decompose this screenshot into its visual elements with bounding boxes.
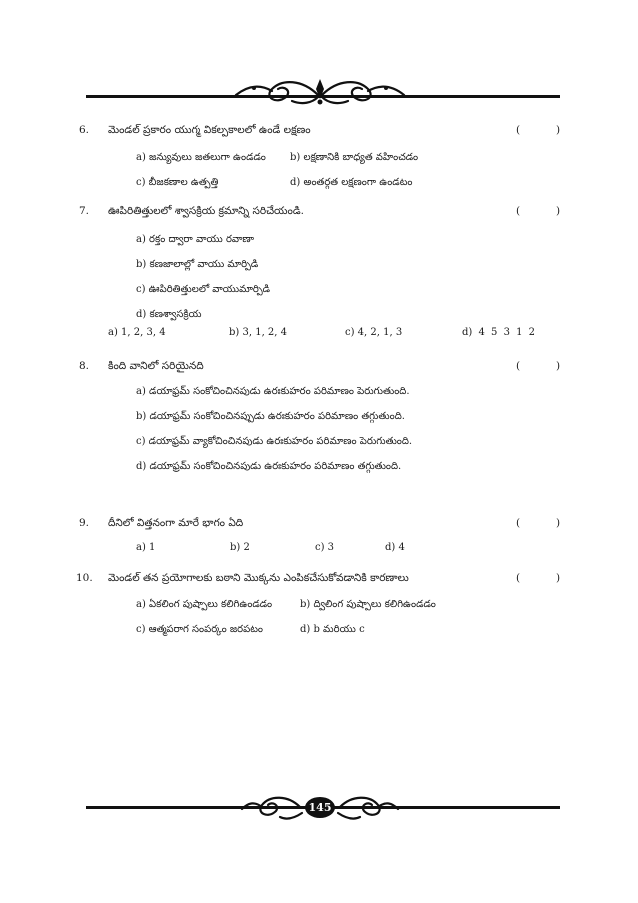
question-number: 6.	[79, 124, 90, 136]
option-a: a) జన్యువులు జతలుగా ఉండడం	[136, 152, 266, 163]
question-number: 9.	[79, 517, 90, 529]
answer-choice-a: a) 1, 2, 3, 4	[108, 327, 166, 338]
answer-choice-d: d) 4 5 3 1 2	[462, 327, 536, 338]
option-d: d) డయాఫ్రమ్ సంకోచించినపుడు ఉరఃకుహరం పరిమాణం తగ్గుతుంది.	[136, 461, 402, 472]
question-text: మెండల్ తన ప్రయోగాలకు బఠాని మొక్కను ఎంపికచేసుకోవడానికి కారణాలు	[108, 572, 409, 584]
question-text: కింది వానిలో సరియైనది	[108, 360, 204, 372]
option-c: c) ఆత్మపరాగ సంపర్కం జరపటం	[136, 624, 263, 635]
option-d: d) 4	[385, 542, 405, 553]
top-flourish-ornament	[232, 75, 408, 109]
option-d: d) కణశ్వాసక్రియ	[136, 309, 202, 320]
option-b: b) కణజాలాల్లో వాయు మార్పిడి	[136, 259, 259, 270]
question-text: ఊపిరితిత్తులలో శ్వాసక్రియ క్రమాన్ని సరిచేయండి.	[108, 205, 304, 217]
option-c: c) బీజకణాల ఉత్పత్తి	[136, 177, 219, 188]
question-text: మెండల్ ప్రకారం యుగ్మ వికల్పకాలలో ఉండే లక్షణం	[108, 124, 311, 136]
option-a: a) 1	[136, 542, 156, 553]
option-b: b) 2	[230, 542, 250, 553]
answer-choice-c: c) 4, 2, 1, 3	[345, 327, 403, 338]
option-d: d) b మరియు c	[300, 624, 365, 635]
answer-choice-b: b) 3, 1, 2, 4	[229, 327, 288, 338]
question-number: 7.	[79, 205, 90, 217]
option-c: c) ఊపిరితిత్తులలో వాయుమార్పిడి	[136, 284, 271, 295]
option-b: b) లక్షణానికి బాధ్యత వహించడం	[290, 152, 419, 163]
question-number: 8.	[79, 360, 90, 372]
question-text: దీనిలో విత్తనంగా మారే భాగం ఏది	[108, 517, 244, 529]
option-a: a) రక్తం ద్వారా వాయు రవాణా	[136, 234, 255, 245]
option-a: a) ఏకలింగ పుష్పాలు కలిగిఉండడం	[136, 599, 273, 610]
page-number-badge: 145	[305, 797, 335, 818]
option-c: c) డయాఫ్రమ్ వ్యాకోచించినపుడు ఉరఃకుహరం పరిమాణం పెరుగుతుంది.	[136, 436, 413, 447]
option-d: d) అంతర్గత లక్షణంగా ఉండటం	[290, 177, 413, 188]
option-c: c) 3	[315, 542, 335, 553]
option-a: a) డయాఫ్రమ్ సంకోచించినపుడు ఉరఃకుహరం పరిమాణం పెరుగుతుంది.	[136, 386, 410, 397]
question-number: 10.	[76, 572, 93, 584]
option-b: b) డయాఫ్రమ్ సంకోచించినప్పుడు ఉరఃకుహరం పరిమాణం తగ్గుతుంది.	[136, 411, 405, 422]
option-b: b) ద్విలింగ పుష్పాలు కలిగిఉండడం	[300, 599, 436, 610]
